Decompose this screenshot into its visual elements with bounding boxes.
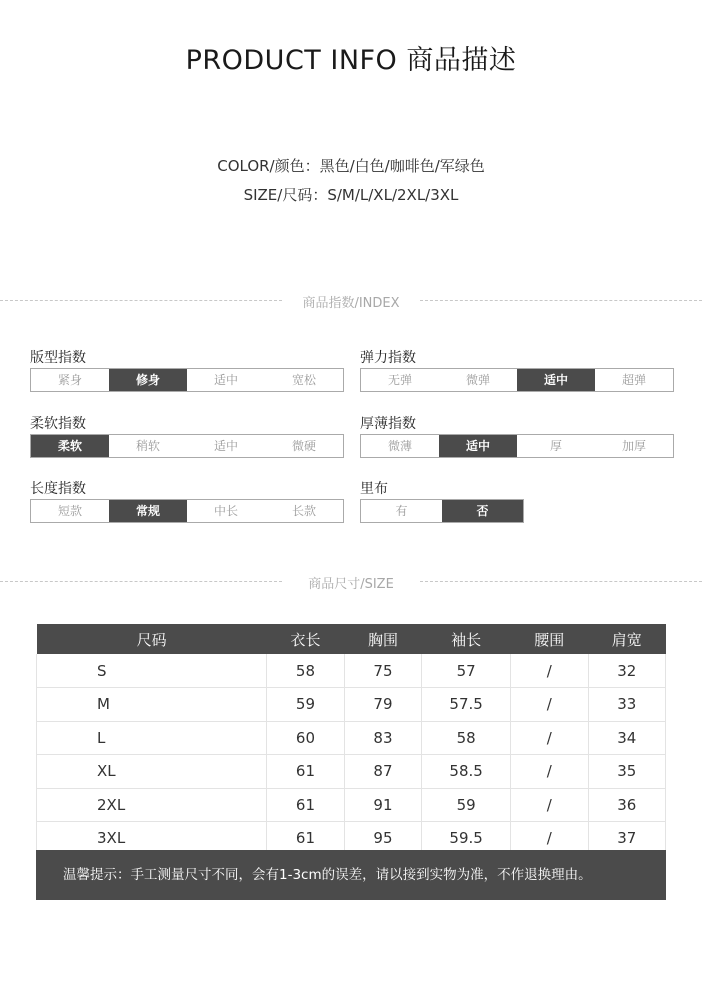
measurement-cell: 57 (422, 654, 511, 688)
elasticity-index-scale (360, 368, 674, 392)
softness-index-title: 柔软指数 (30, 416, 86, 432)
lining-index-title: 里布 (360, 481, 388, 497)
measurement-cell: 58 (267, 654, 344, 688)
measurement-cell: / (511, 721, 588, 755)
thickness-option-selected: 适中 (439, 435, 517, 457)
measurement-cell: 58 (422, 721, 511, 755)
lining-index-scale (360, 499, 524, 523)
size-section-divider (0, 573, 702, 592)
fit-option: 紧身 (31, 369, 109, 391)
divider-line-right (420, 581, 702, 582)
size-table-header-cell: 肩宽 (588, 624, 666, 654)
measurement-cell: 91 (344, 788, 421, 822)
measurement-cell: 59 (267, 688, 344, 722)
measurement-cell: / (511, 788, 588, 822)
measurement-cell: 32 (588, 654, 666, 688)
thickness-index-scale (360, 434, 674, 458)
measurement-cell: 35 (588, 755, 666, 789)
measurement-cell: 33 (588, 688, 666, 722)
page-title: PRODUCT INFO 商品描述 (185, 45, 517, 76)
measurement-cell: / (511, 822, 588, 856)
fit-option: 宽松 (265, 369, 343, 391)
size-table-header-cell: 腰围 (511, 624, 588, 654)
divider-line-right (420, 300, 702, 301)
table-row (37, 688, 666, 722)
color-options: COLOR/颜色：黑色/白色/咖啡色/军绿色 (217, 157, 485, 175)
measurement-note: 温馨提示：手工测量尺寸不同，会有1-3cm的误差，请以接到实物为准，不作退换理由。 (36, 850, 666, 900)
fit-index-title: 版型指数 (30, 350, 86, 366)
measurement-cell: / (511, 755, 588, 789)
elasticity-option: 无弹 (361, 369, 439, 391)
size-table-header-cell: 胸围 (344, 624, 421, 654)
size-label-cell: M (37, 688, 267, 722)
table-row (37, 788, 666, 822)
softness-option: 稍软 (109, 435, 187, 457)
divider-line-left (0, 581, 282, 582)
index-section-divider (0, 292, 702, 311)
size-table-header-cell: 袖长 (422, 624, 511, 654)
thickness-option: 微薄 (361, 435, 439, 457)
thickness-option: 加厚 (595, 435, 673, 457)
lining-option-selected: 否 (442, 500, 523, 522)
softness-option-selected: 柔软 (31, 435, 109, 457)
thickness-option: 厚 (517, 435, 595, 457)
elasticity-option: 超弹 (595, 369, 673, 391)
length-option-selected: 常规 (109, 500, 187, 522)
measurement-cell: 95 (344, 822, 421, 856)
measurement-cell: 75 (344, 654, 421, 688)
measurement-cell: / (511, 654, 588, 688)
size-label-cell: 3XL (37, 822, 267, 856)
softness-option: 微硬 (265, 435, 343, 457)
measurement-cell: 83 (344, 721, 421, 755)
length-option: 短款 (31, 500, 109, 522)
measurement-cell: 61 (267, 822, 344, 856)
size-label-cell: L (37, 721, 267, 755)
elasticity-option-selected: 适中 (517, 369, 595, 391)
lining-option: 有 (361, 500, 442, 522)
size-label-cell: XL (37, 755, 267, 789)
measurement-cell: / (511, 688, 588, 722)
measurement-cell: 61 (267, 788, 344, 822)
measurement-cell: 61 (267, 755, 344, 789)
size-table-body (37, 654, 666, 855)
elasticity-option: 微弹 (439, 369, 517, 391)
index-section-label: 商品指数/INDEX (302, 296, 400, 311)
length-index-title: 长度指数 (30, 481, 86, 497)
table-row (37, 755, 666, 789)
measurement-cell: 37 (588, 822, 666, 856)
length-index-scale (30, 499, 344, 523)
measurement-cell: 60 (267, 721, 344, 755)
size-section-label: 商品尺寸/SIZE (308, 577, 394, 592)
measurement-cell: 59 (422, 788, 511, 822)
length-option: 中长 (187, 500, 265, 522)
size-label-cell: 2XL (37, 788, 267, 822)
divider-line-left (0, 300, 282, 301)
size-table-header-cell: 尺码 (37, 624, 267, 654)
size-label-cell: S (37, 654, 267, 688)
measurement-cell: 36 (588, 788, 666, 822)
fit-index-scale (30, 368, 344, 392)
size-table (36, 624, 666, 856)
table-row (37, 721, 666, 755)
size-table-header-cell: 衣长 (267, 624, 344, 654)
size-table-header-row (37, 624, 666, 654)
measurement-cell: 87 (344, 755, 421, 789)
measurement-cell: 34 (588, 721, 666, 755)
measurement-cell: 59.5 (422, 822, 511, 856)
table-row (37, 654, 666, 688)
fit-option: 适中 (187, 369, 265, 391)
thickness-index-title: 厚薄指数 (360, 416, 416, 432)
size-options: SIZE/尺码：S/M/L/XL/2XL/3XL (243, 186, 459, 204)
fit-option-selected: 修身 (109, 369, 187, 391)
length-option: 长款 (265, 500, 343, 522)
softness-option: 适中 (187, 435, 265, 457)
softness-index-scale (30, 434, 344, 458)
measurement-cell: 79 (344, 688, 421, 722)
elasticity-index-title: 弹力指数 (360, 350, 416, 366)
measurement-cell: 57.5 (422, 688, 511, 722)
measurement-cell: 58.5 (422, 755, 511, 789)
